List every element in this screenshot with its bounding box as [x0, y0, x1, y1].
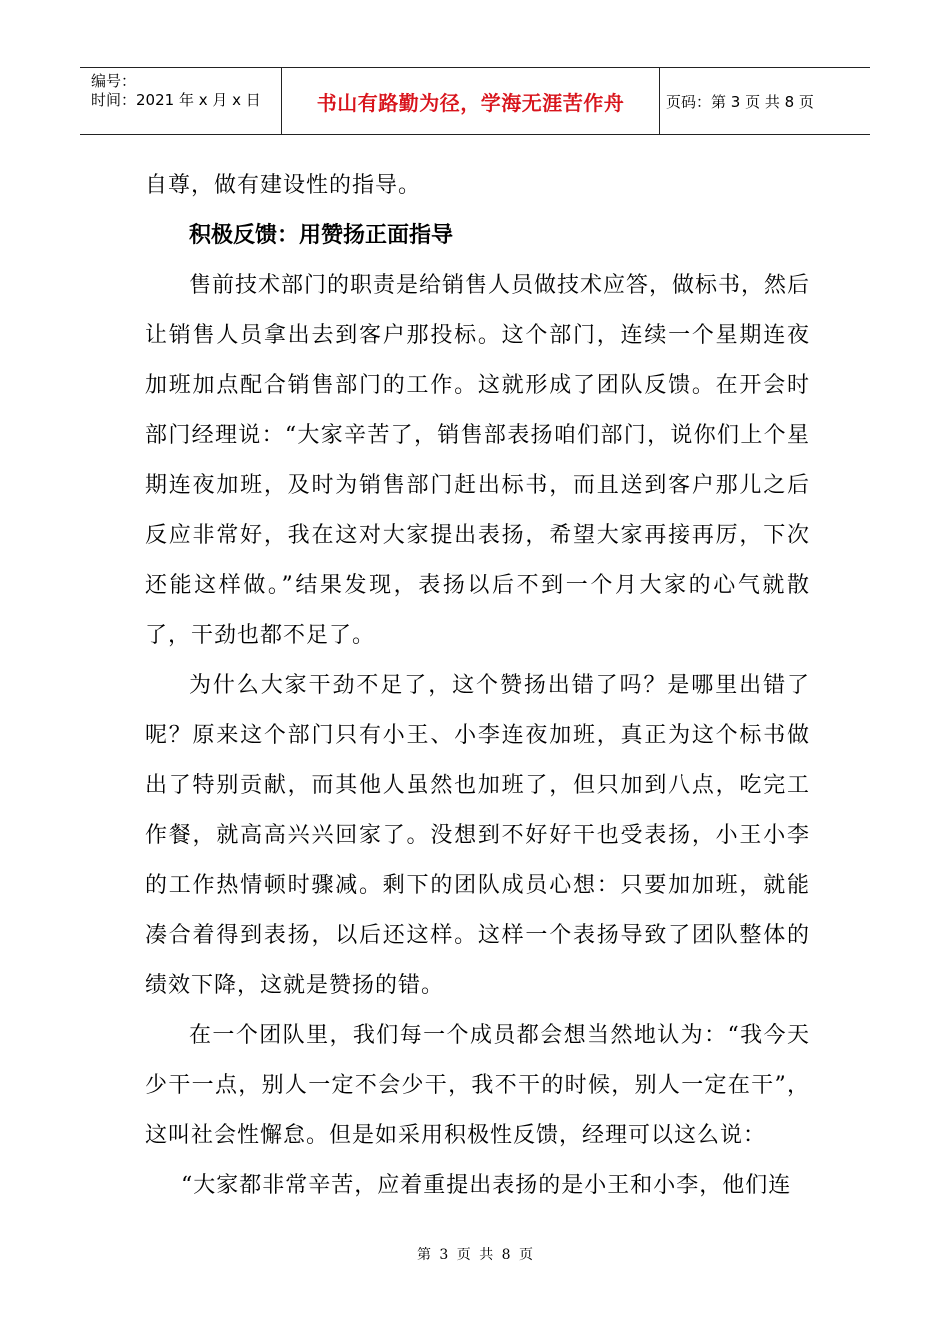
header-page-cell: [660, 68, 870, 134]
paragraph-2: 为什么大家干劲不足了，这个赞扬出错了吗？是哪里出错了呢？原来这个部门只有小王、小李连夜加班，真正为这个标书做出了特别贡献，而其他人虽然也加班了，但只加到八点，吃完工作餐，就高高兴兴回家了。没想到不好好干也受表扬，小王小李的工作热情顿时骤减。剩下的团队成员心想：只要加加班，就能凑合着得到表扬，以后还这样。这样一个表扬导致了团队整体的绩效下降，这就是赞扬的错。: [145, 673, 810, 998]
page-header: [80, 67, 870, 135]
header-motto: 书山有路勤为径，学海无涯苦作舟: [316, 90, 625, 115]
document-body: [145, 161, 810, 1211]
page-footer: 第 3 页 共 8 页: [416, 1247, 534, 1263]
document-number-label: 编号：: [91, 72, 137, 90]
header-left-cell: [80, 68, 282, 134]
header-motto-cell: [282, 68, 660, 134]
header-page-info: 页码：第 3 页 共 8 页: [666, 92, 814, 111]
paragraph-continuation: 自尊，做有建设性的指导。: [145, 173, 422, 198]
paragraph-3: 在一个团队里，我们每一个成员都会想当然地认为：“我今天少干一点，别人一定不会少干，我不干的时候，别人一定在干”，这叫社会性懈怠。但是如采用积极性反馈，经理可以这么说：: [145, 1023, 810, 1148]
paragraph-1: 售前技术部门的职责是给销售人员做技术应答，做标书，然后让销售人员拿出去到客户那投标。这个部门，连续一个星期连夜加班加点配合销售部门的工作。这就形成了团队反馈。在开会时部门经理说：“大家辛苦了，销售部表扬咱们部门，说你们上个星期连夜加班，及时为销售部门赶出标书，而且送到客户那儿之后反应非常好，我在这对大家提出表扬，希望大家再接再厉，下次还能这样做。”结果发现，表扬以后不到一个月大家的心气就散了，干劲也都不足了。: [145, 273, 811, 648]
section-heading: 积极反馈：用赞扬正面指导: [189, 223, 454, 248]
document-date-label: 时间：2021 年 x 月 x 日: [91, 91, 261, 109]
paragraph-4: “大家都非常辛苦，应着重提出表扬的是小王和小李，他们连: [181, 1173, 792, 1198]
